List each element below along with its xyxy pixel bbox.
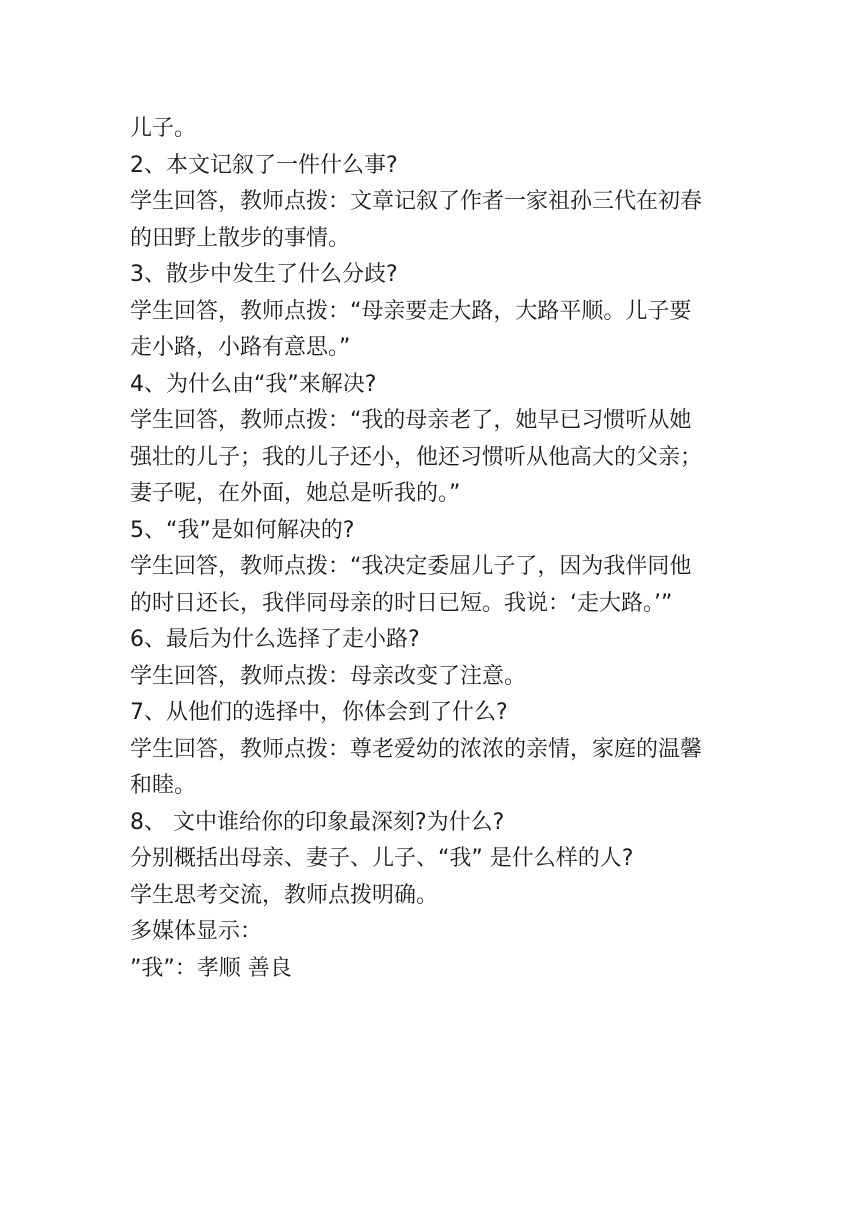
document-body [130, 111, 735, 987]
answer-line: 的田野上散步的事情。 [130, 225, 351, 251]
text-line: ”我”：孝顺 善良 [130, 955, 292, 981]
question-line: 8、 文中谁给你的印象最深刻?为什么? [130, 809, 505, 835]
text-line: 学生思考交流，教师点拨明确。 [130, 882, 439, 908]
question-line: 2、本文记叙了一件什么事? [130, 152, 398, 178]
question-line: 4、为什么由“我”来解决? [130, 371, 377, 397]
answer-line: 和睦。 [130, 773, 197, 798]
answer-line: 学生回答，教师点拨：“母亲要走大路，大路平顺。儿子要 [130, 298, 692, 324]
question-line: 7、从他们的选择中，你体会到了什么? [130, 700, 508, 725]
text-line: 儿子。 [130, 116, 197, 141]
answer-line: 学生回答，教师点拨：母亲改变了注意。 [130, 663, 527, 689]
answer-line: 学生回答，教师点拨：“我决定委屈儿子了，因为我伴同他 [130, 554, 692, 579]
answer-line: 强壮的儿子；我的儿子还小，他还习惯听从他高大的父亲； [130, 444, 703, 470]
answer-line: 学生回答，教师点拨：尊老爱幼的浓浓的亲情，家庭的温馨 [130, 736, 703, 762]
answer-line: 妻子呢，在外面，她总是听我的。” [130, 481, 461, 506]
answer-line: 的时日还长，我伴同母亲的时日已短。我说：‘走大路。’” [130, 590, 673, 616]
question-line: 5、“我”是如何解决的? [130, 517, 355, 543]
text-line: 多媒体显示： [130, 919, 263, 944]
answer-line: 学生回答，教师点拨：文章记叙了作者一家祖孙三代在初春 [130, 189, 703, 214]
answer-line: 学生回答，教师点拨：“我的母亲老了，她早已习惯听从她 [130, 408, 692, 433]
question-line: 6、最后为什么选择了走小路? [130, 627, 420, 652]
question-line: 3、散步中发生了什么分歧? [130, 262, 398, 287]
text-line: 分别概括出母亲、妻子、儿子、“我” 是什么样的人? [130, 846, 634, 871]
answer-line: 走小路，小路有意思。” [130, 335, 351, 360]
